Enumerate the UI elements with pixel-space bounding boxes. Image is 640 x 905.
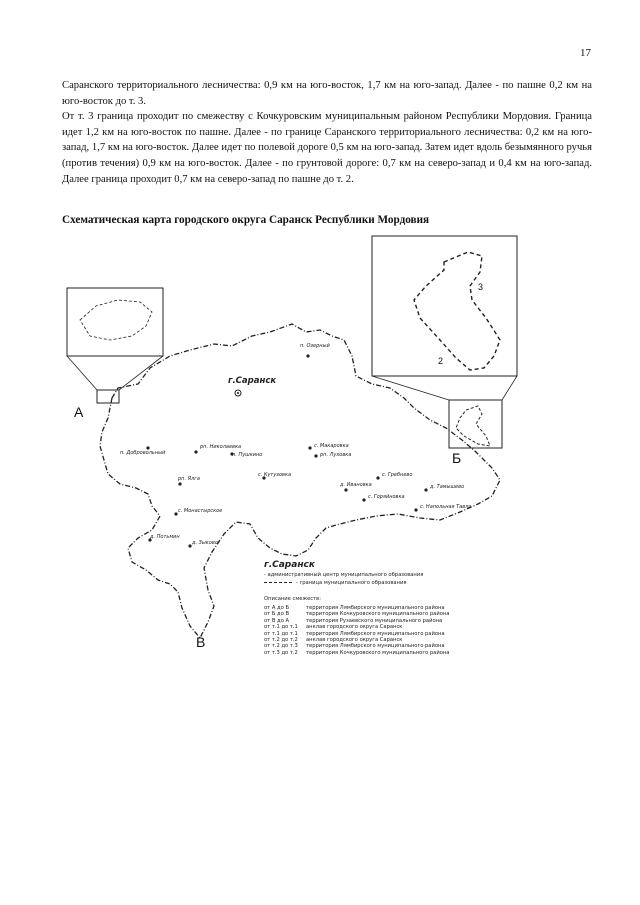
adjacency-row xyxy=(264,650,494,656)
place-label: д. Зыково xyxy=(192,540,218,546)
adjacency-range: от т.1 до т.1 xyxy=(264,624,298,631)
adjacency-desc: территория Лямбирского муниципального района xyxy=(306,605,445,611)
legend-boundary xyxy=(264,580,494,586)
paragraph: От т. 3 граница проходит по смежеству с Кочкуровским муниципальным районом Республики Мордовия. Граница идет 1,2 км на юго-восток по пашне. Далее - по границе Саранского территориального лесничества: 0,2 км на юго-запад, 1,7 км на юго-восток. Далее идет по полевой дороге 0,5 км на юго-запад. Затем идет вдоль безымянного ручья (против течения) 0,9 км на юго-восток. Далее - по грунтовой дороге: 0,7 км на северо-запад и 0,4 км на юго-запад. Далее граница проходит 0,7 км на северо-запад по пашне до т. 2. xyxy=(62,111,592,185)
inset-point-2: 2 xyxy=(438,356,444,366)
inset-box-top-right xyxy=(372,236,517,376)
place-label: рп. Ялга xyxy=(178,476,200,482)
legend-center-text: - административный центр муниципального образования xyxy=(264,572,424,578)
adjacency-range: от В до А xyxy=(264,617,290,624)
place-label: с. Гребнево xyxy=(382,472,413,478)
adjacency-desc: анклав городского округа Саранск xyxy=(306,624,403,631)
place-label: с. Макаровка xyxy=(314,443,349,449)
adjacency-range: от т.2 до т.3 xyxy=(264,643,298,650)
paragraph: Саранского территориального лесничества: 0,9 км на юго-восток, 1,7 км на юго-запад. Далее - по пашне 0,2 км на юго-восток до т. 3. xyxy=(62,80,592,107)
place-label: с. Монастырское xyxy=(178,508,223,514)
adjacency-desc: анклав городского округа Саранск xyxy=(306,637,403,644)
adjacency-desc: территория Лямбирского муниципального района xyxy=(306,643,445,650)
place-label: рп. Николаевка xyxy=(200,444,242,450)
place-label: п. Пушкино xyxy=(232,452,263,458)
adjacency-desc: территория Рузаевского муниципального района xyxy=(306,617,443,624)
map-heading: Схематическая карта городского округа Саранск Республики Мордовия xyxy=(62,214,430,226)
place-label: с. Горяйновка xyxy=(368,494,405,500)
adjacency-range: от А до Б xyxy=(264,605,290,611)
adjacency-range: от т.1 до т.1 xyxy=(264,630,298,637)
place-label: д. Тамышево xyxy=(430,484,465,490)
place-label: рп. Луховка xyxy=(320,452,352,458)
legend-city: г.Саранск xyxy=(264,560,315,570)
inset-point-3: 3 xyxy=(478,282,484,292)
inset-box-left xyxy=(67,288,163,356)
place-label: с. Напольная Тавла xyxy=(420,504,472,510)
point-a-label: А xyxy=(74,404,84,420)
legend-adjacency-title: Описание смежеств: xyxy=(264,596,321,602)
left-inset-enclave xyxy=(80,300,152,340)
adjacency-range: от т.3 до т.2 xyxy=(264,649,298,656)
top-right-inset-enclave xyxy=(414,252,500,370)
point-v-label: В xyxy=(196,634,206,650)
adjacency-desc: территория Кочкуровского муниципального района xyxy=(306,649,450,656)
adjacency-desc: территория Кочкуровского муниципального района xyxy=(306,611,450,618)
legend-boundary-text: - граница муниципального образования xyxy=(296,580,407,586)
adjacency-range: от т.2 до т.2 xyxy=(264,637,298,644)
page-number: 17 xyxy=(580,47,591,59)
place-label: д. Потьмин xyxy=(150,534,180,540)
point-b-label: Б xyxy=(452,450,462,466)
place-label: с. Кутузовка xyxy=(258,472,292,478)
place-label: д. Ивановка xyxy=(340,482,372,488)
place-label: п. Озерный xyxy=(300,343,330,349)
map-legend xyxy=(264,560,494,656)
place-label: п. Добровольный xyxy=(120,450,166,456)
adjacency-range: от Б до В xyxy=(264,611,290,618)
settlement-dots xyxy=(146,354,427,547)
adjacency-desc: территория Лямбирского муниципального района xyxy=(306,630,445,637)
legend-boundary-line xyxy=(264,582,292,583)
city-label: г.Саранск xyxy=(228,376,277,386)
inset-box-small-right xyxy=(449,400,502,448)
